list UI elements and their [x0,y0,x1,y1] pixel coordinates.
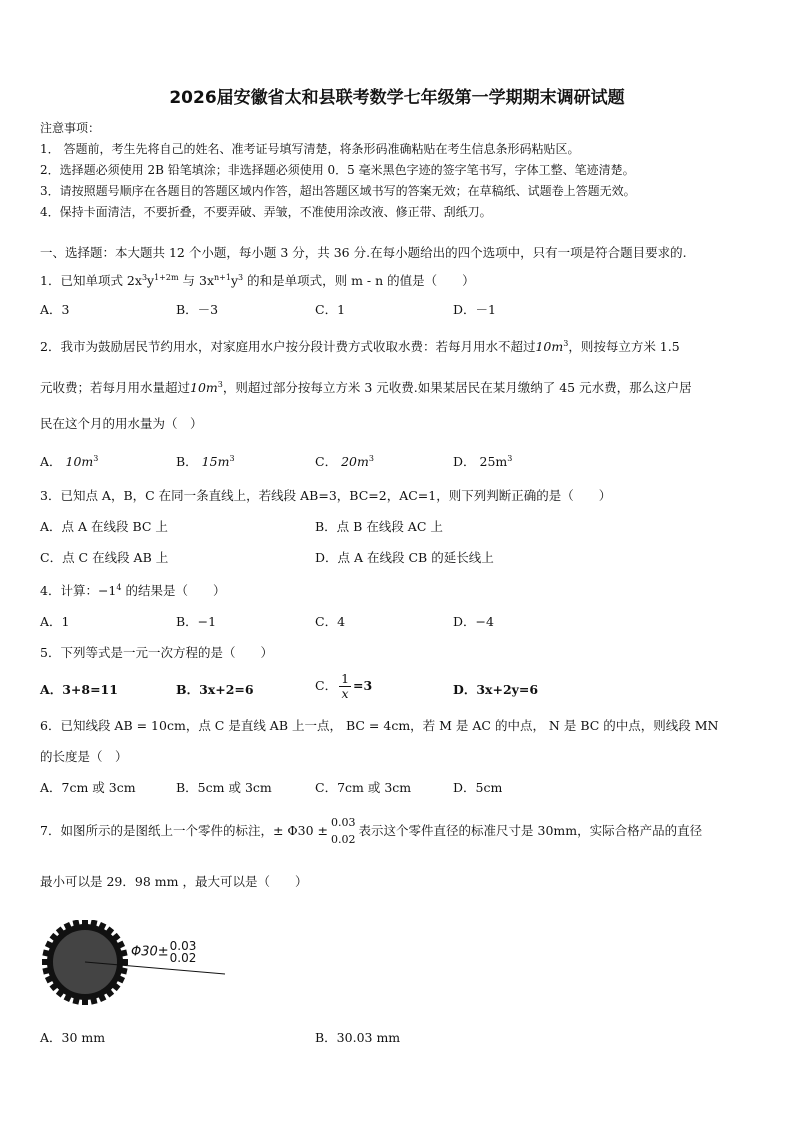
question-2-line-2: 元收费；若每月用水量超过$10m^3$，则超过部分按每立方米 3 元收费.如果某居民在某月缴纳了 45 元水费，那么这户居 [40,380,692,395]
page-title: 2026届安徽省太和县联考数学七年级第一学期期末调研试题 [169,88,625,108]
q5-option-b: B．3x+2=6 [176,682,254,697]
tolerance: 0.03 0.02 [331,816,356,846]
q7-option-a: A．30 mm [40,1030,106,1045]
question-7-line-1: 7．如图所示的是图纸上一个零件的标注，± Φ30 ± 0.03 0.02 表示这个零件直径的标准尺寸是 30mm，实际合格产品的直径 [40,815,702,848]
notice-item: 4．保持卡面清洁，不要折叠，不要弄破、弄皱，不准使用涂改液、修正带、刮纸刀。 [40,205,492,219]
notice-heading: 注意事项： [40,121,101,135]
q6-option-c: C．7cm 或 3cm [315,780,412,795]
notice-item: 1． 答题前，考生先将自己的姓名、准考证号填写清楚，将条形码准确粘贴在考生信息条形码粘贴区。 [40,142,580,156]
q2-option-c: C． $20m^3$ [315,454,374,469]
q5-option-a: A．3+8=11 [40,682,118,697]
q4-option-b: B．−1 [176,614,217,629]
q2-option-b: B． $15m^3$ [176,454,235,469]
question-4-stem: 4．计算：$-1^4$ 的结果是（ ） [40,583,226,598]
question-1-stem: 1．已知单项式 $2x^3y^{1+2m}$ 与 $3x^{n+1}y^3$ 的和是单项式，则 m - n 的值是（ ） [40,273,475,288]
question-3-stem: 3．已知点 A，B，C 在同一条直线上，若线段 AB=3，BC=2，AC=1，则下列判断正确的是（ ） [40,488,612,503]
q1-option-d: D．－1 [453,302,496,317]
q6-option-a: A．7cm 或 3cm [40,780,136,795]
q1-option-a: A．3 [40,302,70,317]
q5-option-d: D．3x+2y=6 [453,682,539,697]
q3-option-b: B．点 B 在线段 AC 上 [315,519,443,534]
question-6-line-1: 6．已知线段 AB = 10cm，点 C 是直线 AB 上一点， BC = 4cm，若 M 是 AC 的中点， N 是 BC 的中点，则线段 MN [40,718,719,733]
question-2-line-1: 2．我市为鼓励居民节约用水，对家庭用水户按分段计费方式收取水费：若每月用水不超过$10m^3$，则按每立方米 1.5 [40,339,680,354]
question-5-stem: 5．下列等式是一元一次方程的是（ ） [40,645,273,660]
q6-option-d: D．5cm [453,780,503,795]
q6-option-b: B．5cm 或 3cm [176,780,272,795]
question-2-line-3: 民在这个月的用水量为（ ） [40,416,203,431]
q4-option-c: C．4 [315,614,346,629]
q1-option-c: C．1 [315,302,346,317]
q3-option-c: C．点 C 在线段 AB 上 [40,550,169,565]
dimension-label: Φ30± 0.03 0.02 [131,939,197,965]
q3-option-d: D．点 A 在线段 CB 的延长线上 [315,550,494,565]
q1-option-b: B．－3 [176,302,219,317]
q5-option-c: C． $\frac{1}{x}$ =3 [315,671,373,701]
notice-item: 3．请按照题号顺序在各题目的答题区域内作答，超出答题区域书写的答案无效；在草稿纸、试题卷上答题无效。 [40,184,636,198]
q2-option-d: D． $25m^3$ [453,454,513,469]
q2-option-a: A． $10m^3$ [40,454,99,469]
gear-figure [40,920,230,1010]
q7-option-b: B．30.03 mm [315,1030,401,1045]
fraction: $\frac{1}{x}$ [341,671,350,701]
question-6-line-2: 的长度是（ ） [40,749,128,764]
question-7-line-2: 最小可以是 29．98 mm ，最大可以是（ ） [40,874,308,889]
q3-option-a: A．点 A 在线段 BC 上 [40,519,168,534]
notice-item: 2．选择题必须使用 2B 铅笔填涂；非选择题必须使用 0．5 毫米黑色字迹的签字笔书写，字体工整、笔迹清楚。 [40,163,635,177]
q4-option-d: D．−4 [453,614,494,629]
section-heading: 一、选择题：本大题共 12 个小题，每小题 3 分，共 36 分.在每小题给出的四个选项中，只有一项是符合题目要求的. [40,245,687,260]
q4-option-a: A．1 [40,614,70,629]
